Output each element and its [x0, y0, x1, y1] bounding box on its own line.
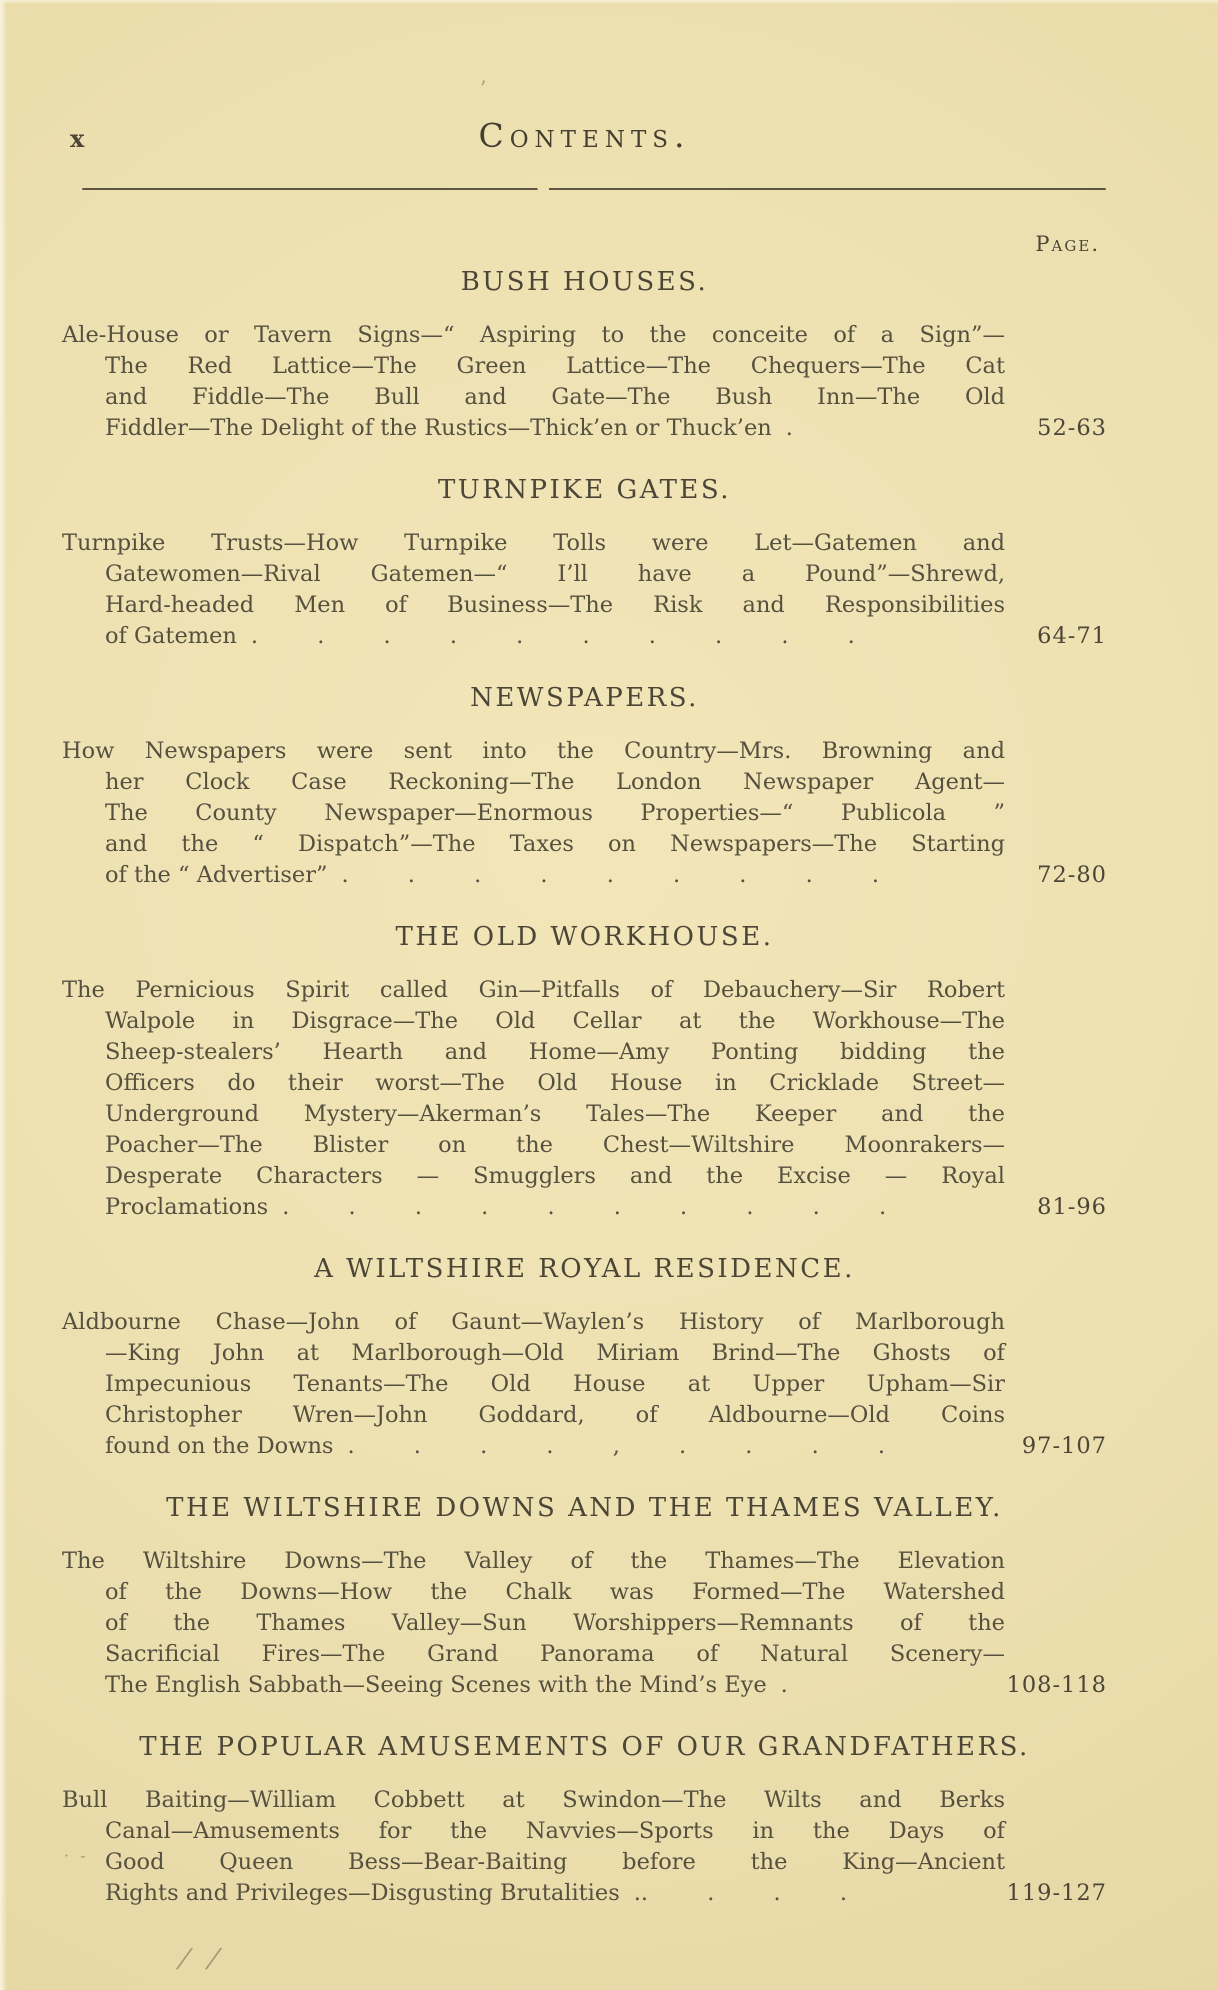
leader-dots: . [780, 1672, 788, 1698]
paragraph-line-text: Fiddler—The Delight of the Rustics—Thick’en or Thuck’en [105, 415, 772, 441]
toc-section [62, 1492, 1107, 1701]
section-paragraph [62, 320, 1107, 444]
paragraph-line: Sheep-stealers’ Hearth and Home—Amy Ponting bidding the [105, 1039, 1005, 1065]
toc-section [62, 474, 1107, 652]
paragraph-line: Walpole in Disgrace—The Old Cellar at the Workhouse—The [105, 1008, 1005, 1034]
section-heading: A WILTSHIRE ROYAL RESIDENCE. [314, 1254, 855, 1284]
section-paragraph [62, 975, 1107, 1223]
paragraph-line: Poacher—The Blister on the Chest—Wiltshire Moonrakers— [105, 1132, 1005, 1158]
leader-dots: . . . . . . . . . . [282, 1194, 887, 1220]
toc-section [62, 1253, 1107, 1462]
paragraph-line: Turnpike Trusts—How Turnpike Tolls were Let—Gatemen and [62, 530, 1005, 556]
paragraph-line: How Newspapers were sent into the Country—Mrs. Browning and [62, 738, 1005, 764]
paragraph-line: Christopher Wren—John Goddard, of Aldbourne—Old Coins [105, 1402, 1005, 1428]
paragraph-line: The Pernicious Spirit called Gin—Pitfalls of Debauchery—Sir Robert [62, 977, 1005, 1003]
paragraph-last-line [62, 1670, 1107, 1701]
paragraph-line: Ale-House or Tavern Signs—“ Aspiring to the conceite of a Sign”— [62, 322, 1005, 348]
paragraph-last-line [62, 1878, 1107, 1909]
toc-sections [62, 266, 1107, 1909]
page-range: 119-127 [1006, 1880, 1107, 1906]
paragraph-last-line [62, 1192, 1107, 1223]
paragraph-last-line [62, 1431, 1107, 1462]
paragraph-last-line [62, 860, 1107, 891]
paragraph-line: Gatewomen—Rival Gatemen—“ I’ll have a Pound”—Shrewd, [105, 561, 1005, 587]
paragraph-line: Underground Mystery—Akerman’s Tales—The Keeper and the [105, 1101, 1005, 1127]
paragraph-line-text: Proclamations [105, 1194, 269, 1220]
page-range: 64-71 [1037, 623, 1107, 649]
paragraph-line: The Wiltshire Downs—The Valley of the Thames—The Elevation [62, 1548, 1005, 1574]
page-range: 97-107 [1021, 1433, 1107, 1459]
section-paragraph [62, 736, 1107, 891]
leader-dots: .. . . . [633, 1880, 847, 1906]
section-heading: BUSH HOUSES. [460, 267, 709, 297]
paragraph-line: Sacrificial Fires—The Grand Panorama of Natural Scenery— [105, 1641, 1005, 1667]
page-range: 81-96 [1037, 1194, 1107, 1220]
paragraph-line: Officers do their worst—The Old House in Cricklade Street— [105, 1070, 1005, 1096]
paragraph-line-text: of the “ Advertiser” [105, 862, 328, 888]
folio-page-number: x [70, 124, 86, 153]
scan-artifact-margin: · - [64, 1846, 89, 1865]
paragraph-line-text: Rights and Privileges—Disgusting Brutalities [105, 1880, 620, 1906]
paragraph-line: her Clock Case Reckoning—The London Newspaper Agent— [105, 769, 1005, 795]
paragraph-line: Hard-headed Men of Business—The Risk and Responsibilities [105, 592, 1005, 618]
paragraph-line: —King John at Marlborough—Old Miriam Brind—The Ghosts of [105, 1340, 1005, 1366]
page-range: 108-118 [1006, 1672, 1107, 1698]
page-range: 72-80 [1037, 862, 1107, 888]
paragraph-last-line [62, 413, 1107, 444]
leader-dots: . . . . , . . . . [347, 1433, 886, 1459]
paragraph-line: Desperate Characters — Smugglers and the Excise — Royal [105, 1163, 1005, 1189]
leader-dots: . [785, 415, 793, 441]
paragraph-line: of the Downs—How the Chalk was Formed—The Watershed [105, 1579, 1005, 1605]
leader-dots: . . . . . . . . . [341, 862, 880, 888]
section-heading: THE POPULAR AMUSEMENTS OF OUR GRANDFATHERS. [139, 1732, 1030, 1762]
paragraph-line-text: The English Sabbath—Seeing Scenes with the Mind’s Eye [105, 1672, 767, 1698]
paragraph-line: Good Queen Bess—Bear-Baiting before the King—Ancient [105, 1849, 1005, 1875]
toc-section [62, 266, 1107, 444]
header-rule [82, 188, 1106, 190]
toc-section [62, 682, 1107, 891]
paragraph-last-line [62, 621, 1107, 652]
scan-artifact-mark: ’ [480, 76, 487, 100]
leader-dots: . . . . . . . . . . [250, 623, 855, 649]
section-paragraph [62, 1785, 1107, 1909]
section-heading: TURNPIKE GATES. [437, 475, 732, 505]
section-paragraph [62, 528, 1107, 652]
scan-edge-left [0, 0, 7, 1990]
page-column-label: Page. [1035, 232, 1100, 256]
paragraph-line: Impecunious Tenants—The Old House at Upper Upham—Sir [105, 1371, 1005, 1397]
section-paragraph [62, 1307, 1107, 1462]
paragraph-line: Aldbourne Chase—John of Gaunt—Waylen’s History of Marlborough [62, 1309, 1005, 1335]
section-paragraph [62, 1546, 1107, 1701]
toc-section [62, 1731, 1107, 1909]
section-heading: THE OLD WORKHOUSE. [395, 922, 774, 952]
page-title: Contents. [478, 116, 691, 155]
scan-artifact-slash: / / [176, 1944, 227, 1974]
paragraph-line: The Red Lattice—The Green Lattice—The Chequers—The Cat [105, 353, 1005, 379]
section-heading: NEWSPAPERS. [470, 683, 699, 713]
page-range: 52-63 [1037, 415, 1107, 441]
scan-edge-top [0, 0, 1218, 4]
paragraph-line-text: of Gatemen [105, 623, 237, 649]
paragraph-line: of the Thames Valley—Sun Worshippers—Remnants of the [105, 1610, 1005, 1636]
paragraph-line: Canal—Amusements for the Navvies—Sports in the Days of [105, 1818, 1005, 1844]
paragraph-line: and the “ Dispatch”—The Taxes on Newspapers—The Starting [105, 831, 1005, 857]
paragraph-line: The County Newspaper—Enormous Properties—“ Publicola ” [105, 800, 1005, 826]
section-heading: THE WILTSHIRE DOWNS AND THE THAMES VALLEY. [166, 1493, 1003, 1523]
toc-section [62, 921, 1107, 1223]
paragraph-line: and Fiddle—The Bull and Gate—The Bush Inn—The Old [105, 384, 1005, 410]
paragraph-line: Bull Baiting—William Cobbett at Swindon—The Wilts and Berks [62, 1787, 1005, 1813]
paragraph-line-text: found on the Downs [105, 1433, 334, 1459]
